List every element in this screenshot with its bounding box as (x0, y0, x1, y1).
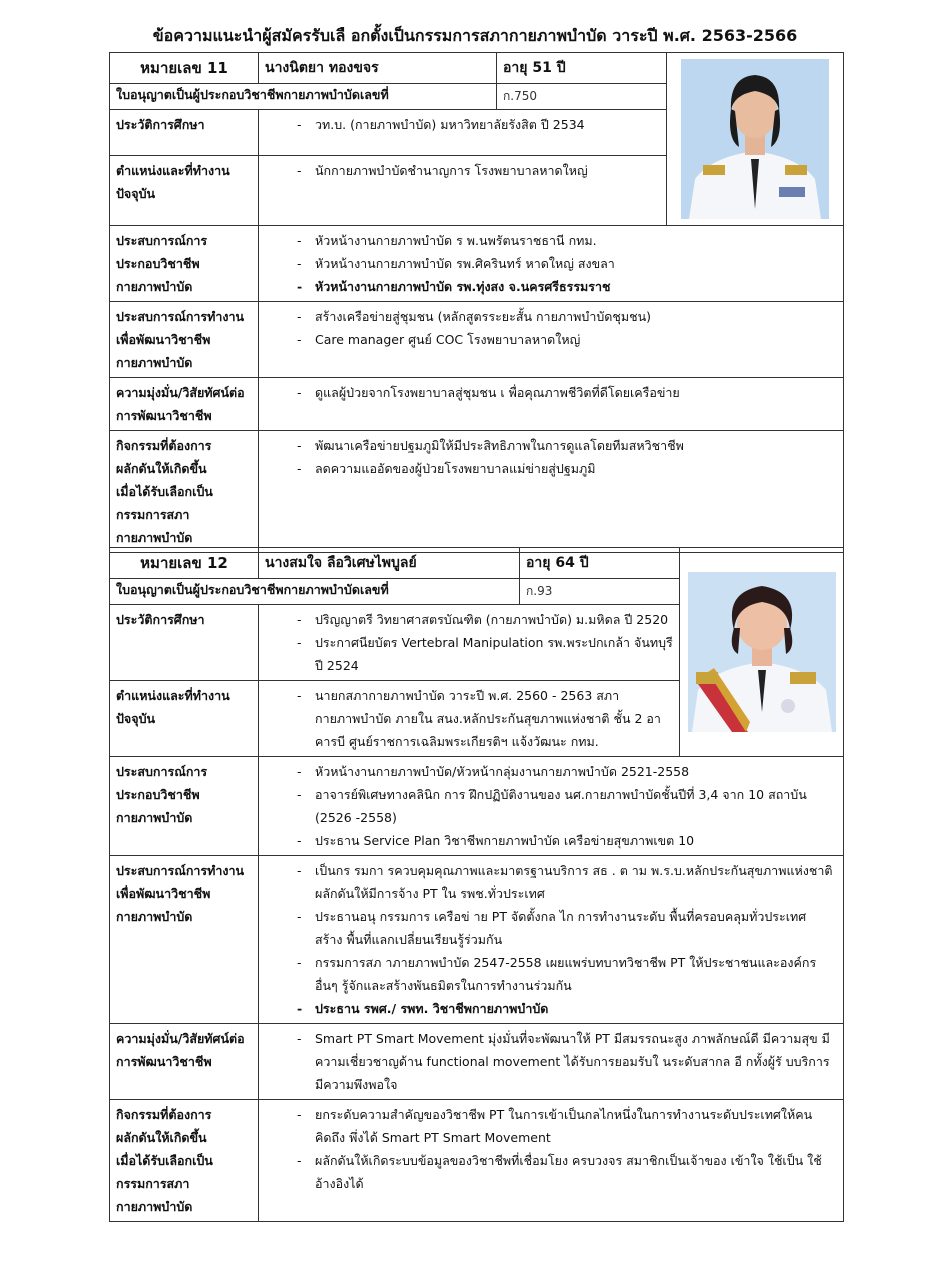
list-item: - พัฒนาเครือข่ายปฐมภูมิให้มีประสิทธิภาพในการดูแลโดยทีมสหวิชาชีพ (297, 438, 684, 453)
list-item: - ปริญญาตรี วิทยาศาสตรบัณฑิต (กายภาพบำบัด) ม.มหิดล ปี 2520 (297, 612, 669, 627)
list-item: - วท.บ. (กายภาพบำบัด) มหาวิทยาลัยรังสิต ปี 2534 (297, 117, 585, 132)
license-label: ใบอนุญาตเป็นผู้ประกอบวิชาชีพกายภาพบำบัดเลขที่ (110, 579, 520, 605)
candidate-photo-cell (680, 548, 844, 757)
candidate-photo (688, 572, 836, 732)
practice-list (265, 760, 837, 852)
license-label: ใบอนุญาตเป็นผู้ประกอบวิชาชีพกายภาพบำบัดเลขที่ (110, 84, 497, 110)
vision-label: ความมุ่งมั่น/วิสัยทัศน์ต่อ การพัฒนาวิชาชีพ (110, 1024, 259, 1100)
education-list (265, 113, 660, 136)
candidate-photo-cell (667, 53, 844, 226)
candidate-card-11 (109, 52, 844, 553)
list-item: - หัวหน้างานกายภาพบำบัด รพ.ศิครินทร์ หาดใหญ่ สงขลา (297, 256, 615, 271)
practice-label: ประสบการณ์การ ประกอบวิชาชีพ กายภาพบำบัด (110, 226, 259, 302)
list-item: - Care manager ศูนย์ COC โรงพยาบาลหาดใหญ่ (297, 332, 581, 347)
activity-list (265, 1103, 837, 1195)
practice-label: ประสบการณ์การ ประกอบวิชาชีพ กายภาพบำบัด (110, 757, 259, 856)
vision-list (265, 381, 837, 404)
position-label: ตำแหน่งและที่ทำงาน ปัจจุบัน (110, 681, 259, 757)
list-item: - นักกายภาพบำบัดชำนาญการ โรงพยาบาลหาดใหญ่ (297, 163, 588, 178)
list-item: - หัวหน้างานกายภาพบำบัด ร พ.นพรัตนราชธานี กทม. (297, 233, 597, 248)
list-item: - นายกสภากายภาพบำบัด วาระปี พ.ศ. 2560 - 2563 สภากายภาพบำบัด ภายใน สนง.หลักประกันสุขภาพแห่งชาติ ชั้น 2 อาคารบี ศูนย์ราชการเฉลิมพระเกียรติฯ แจ้งวัฒนะ กทม. (297, 688, 661, 749)
candidate-photo (681, 59, 829, 219)
list-item: - ยกระดับความสำคัญของวิชาชีพ PT ในการเข้าเป็นกลไกหนึ่งในการทำงานระดับประเทศให้คน คิดถึง พึ่งได้ Smart PT Smart Movement (297, 1107, 813, 1145)
list-item: - ประธานอนุ กรรมการ เครือข่ าย PT จัดตั้งกล ไก การทำงานระดับ พื้นที่ครอบคลุมทั่วประเทศ สร้าง พื้นที่แลกเปลี่ยนเรียนรู้ร่วมกัน (297, 909, 807, 947)
list-item: - ลดความแออัดของผู้ป่วยโรงพยาบาลแม่ข่ายสู่ปฐมภูมิ (297, 461, 596, 476)
list-item: - เป็นกร รมกา รควบคุมคุณภาพและมาตรฐานบริการ สธ . ต าม พ.ร.บ.หลักประกันสุขภาพแห่งชาติ ผลักดันให้มีการจ้าง PT ใน รพช.ทั่วประเทศ (297, 863, 833, 901)
list-item: - ประกาศนียบัตร Vertebral Manipulation รพ.พระปกเกล้า จันทบุรี ปี 2524 (297, 635, 673, 673)
develop-label: ประสบการณ์การทำงาน เพื่อพัฒนาวิชาชีพ กายภาพบำบัด (110, 302, 259, 378)
position-list (265, 684, 673, 753)
vision-list (265, 1027, 837, 1096)
practice-list (265, 229, 837, 298)
list-item: - สร้างเครือข่ายสู่ชุมชน (หลักสูตรระยะสั้น กายภาพบำบัดชุมชน) (297, 309, 652, 324)
education-label: ประวัติการศึกษา (110, 605, 259, 681)
license-number: ก.750 (497, 84, 667, 110)
candidate-card-12 (109, 547, 844, 1222)
develop-list (265, 305, 837, 351)
develop-label: ประสบการณ์การทำงาน เพื่อพัฒนาวิชาชีพ กายภาพบำบัด (110, 856, 259, 1024)
vision-label: ความมุ่งมั่น/วิสัยทัศน์ต่อ การพัฒนาวิชาชีพ (110, 378, 259, 431)
list-item: - อาจารย์พิเศษทางคลินิก การ ฝึกปฏิบัติงานของ นศ.กายภาพบำบัดชั้นปีที่ 3,4 จาก 10 สถาบัน (2526 -2558) (297, 787, 807, 825)
education-label: ประวัติการศึกษา (110, 110, 259, 156)
candidate-age: อายุ 51 ปี (497, 53, 667, 84)
activity-label: กิจกรรมที่ต้องการ ผลักดันให้เกิดขึ้น เมื่อได้รับเลือกเป็น กรรมการสภา กายภาพบำบัด (110, 431, 259, 553)
list-item: - หัวหน้างานกายภาพบำบัด/หัวหน้ากลุ่มงานกายภาพบำบัด 2521-2558 (297, 764, 690, 779)
develop-list (265, 859, 837, 1020)
activity-label: กิจกรรมที่ต้องการ ผลักดันให้เกิดขึ้น เมื่อได้รับเลือกเป็น กรรมการสภา กายภาพบำบัด (110, 1100, 259, 1222)
list-item: - ประธาน รพศ./ รพท. วิชาชีพกายภาพบำบัด (297, 1001, 549, 1016)
portrait-image (688, 572, 836, 732)
candidate-name: นางสมใจ ลือวิเศษไพบูลย์ (259, 548, 520, 579)
list-item: - ดูแลผู้ป่วยจากโรงพยาบาลสู่ชุมชน เ พื่อคุณภาพชีวิตที่ดีโดยเครือข่าย (297, 385, 680, 400)
list-item: - ผลักดันให้เกิดระบบข้อมูลของวิชาชีพที่เชื่อมโยง ครบวงจร สมาชิกเป็นเจ้าของ เข้าใจ ใช้เป็น ใช้อ้างอิงได้ (297, 1153, 822, 1191)
license-number: ก.93 (520, 579, 680, 605)
position-list (265, 159, 660, 182)
candidate-number: หมายเลข 11 (110, 53, 259, 84)
list-item: - หัวหน้างานกายภาพบำบัด รพ.ทุ่งสง จ.นครศรีธรรมราช (297, 279, 611, 294)
candidate-age: อายุ 64 ปี (520, 548, 680, 579)
list-item: - กรรมการสภ าภายภาพบำบัด 2547-2558 เผยแพร่บทบาทวิชาชีพ PT ให้ประชาชนและองค์กรอื่นๆ รู้จักและสร้างพันธมิตรในการทำงานร่วมกัน (297, 955, 817, 993)
position-label: ตำแหน่งและที่ทำงาน ปัจจุบัน (110, 156, 259, 226)
activity-list (265, 434, 837, 480)
list-item: - ประธาน Service Plan วิชาชีพกายภาพบำบัด เครือข่ายสุขภาพเขต 10 (297, 833, 695, 848)
list-item: - Smart PT Smart Movement มุ่งมั่นที่จะพัฒนาให้ PT มีสมรรถนะสูง ภาพลักษณ์ดี มีความสุข มีความเชี่ยวชาญด้าน functional movement ได้รับการยอมรับใ นระดับสากล อี กทั้งผู้รั บบริการ มีความพึงพอใจ (297, 1031, 830, 1092)
portrait-image (681, 59, 829, 219)
candidate-number: หมายเลข 12 (110, 548, 259, 579)
page-title: ข้อความแนะนำผู้สมัครรับเลื อกตั้งเป็นกรรมการสภากายภาพบำบัด วาระปี พ.ศ. 2563-2566 (152, 26, 798, 45)
education-list (265, 608, 673, 677)
candidate-name: นางนิตยา ทองขจร (259, 53, 497, 84)
